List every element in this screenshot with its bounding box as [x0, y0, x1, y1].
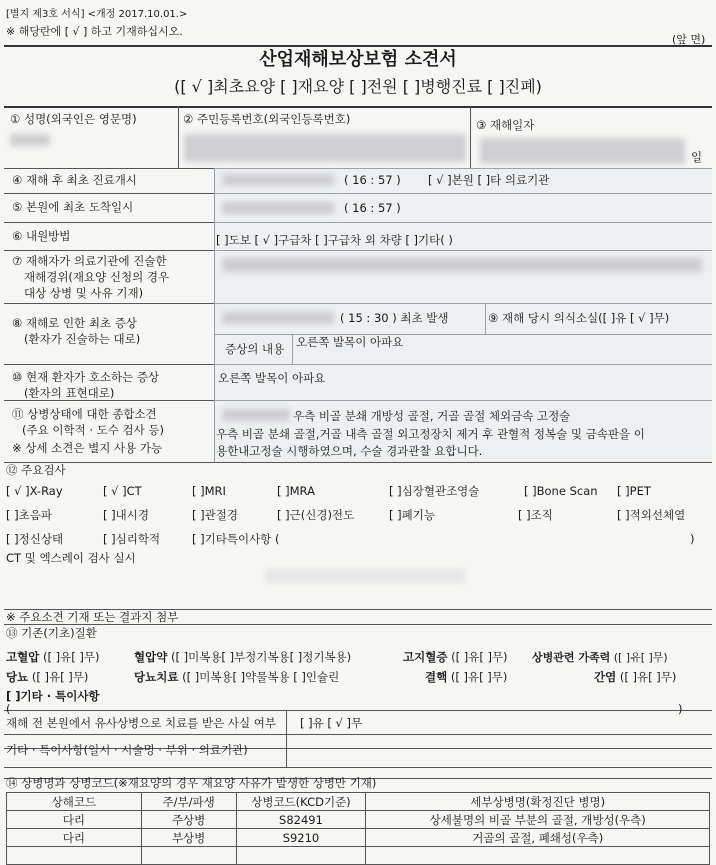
col-diagnosis-name: 세부상병명(확정진단 병명)	[366, 793, 710, 811]
table-row	[7, 829, 710, 847]
overall-opinion-line-2: 우측 비골 분쇄 골절,거골 내측 골절 외고정장치 제거 후 관혈적 정복술 및 금속판을 이	[216, 427, 645, 441]
test-endoscopy: [ ]내시경	[103, 508, 149, 522]
test-pulmonary: [ ]폐기능	[389, 508, 435, 522]
onset-time: ( 15 : 30 ) 최초 발생	[340, 311, 449, 325]
table-cell: 상세불명의 비골 부분의 골절, 개방성(우측)	[366, 811, 710, 829]
arrival-time: ( 16 : 57 )	[344, 201, 401, 215]
test-arthroscopy: [ ]관절경	[192, 508, 238, 522]
accident-date-redacted	[480, 138, 685, 164]
other-notes-label: 기타 · 특이사항(일시 · 시술명 · 부위 · 의료기관)	[6, 743, 248, 757]
table-cell: 다리	[7, 829, 142, 847]
current-complaint-label-1: ⑩ 현재 환자가 호소하는 증상	[12, 370, 160, 384]
test-mri: [ ]MRI	[192, 484, 226, 498]
overall-opinion-label-1: ⑪ 상병상태에 대한 종합소견	[12, 407, 157, 421]
instruction-text: ※ 해당란에 [ √ ] 하고 기재하십시오.	[6, 25, 183, 38]
current-complaint: 오른쪽 발목이 아파요	[218, 371, 326, 385]
col-kcd-code: 상병코드(KCD기준)	[236, 793, 366, 811]
hyperlipidemia: 고지혈증 ([ ]유[ ]무)	[403, 650, 508, 664]
current-complaint-label-2: (환자의 표현대로)	[24, 386, 115, 400]
form-title: 산업재해보상보험 소견서	[259, 49, 457, 70]
test-note: CT 및 엑스레이 검사 실시	[6, 551, 136, 565]
other-disease-checkbox: [ ]기타 · 특이사항	[6, 689, 100, 703]
other-disease-open: (	[6, 702, 11, 716]
other-disease-close: )	[678, 702, 683, 716]
accident-date-suffix: 일	[691, 150, 703, 164]
table-cell	[366, 847, 710, 865]
first-treatment-label: ④ 재해 후 최초 진료개시	[12, 173, 137, 187]
page-side-label: (앞 면)	[672, 33, 706, 46]
tuberculosis: 결핵 ([ ]유[ ]무)	[425, 670, 508, 684]
main-tests-label: ⑫ 주요검사	[6, 463, 66, 477]
treatment-type-options: ([ √ ]최초요양 [ ]재요양 [ ]전원 [ ]병행진료 [ ]진폐)	[174, 77, 542, 96]
table-cell: 부상병	[141, 829, 236, 847]
table-row	[7, 811, 710, 829]
diagnosis-table-header	[7, 793, 710, 811]
test-other: [ ]기타특이사항 (	[192, 532, 280, 546]
test-ultrasound: [ ]초음파	[6, 508, 52, 522]
test-thermography: [ ]적외선체열	[617, 508, 686, 522]
overall-opinion-label-3: ※ 상세 소견은 별지 사용 가능	[12, 441, 163, 455]
diagnosis-table	[6, 792, 710, 865]
table-row	[7, 847, 710, 865]
accident-date-label: ③ 재해일자	[476, 118, 535, 132]
test-other-close: )	[690, 532, 695, 546]
onset-date-redacted	[222, 312, 334, 324]
table-cell	[236, 847, 366, 865]
initial-symptom-label-2: (환자가 진술하는 대로)	[24, 332, 141, 346]
first-treatment-date-redacted	[222, 174, 334, 186]
table-cell	[141, 847, 236, 865]
symptom-content: 오른쪽 발목이 아파요	[296, 335, 404, 349]
overall-opinion-line-3: 용한내고정술 시행하였으며, 수술 경과관찰 요합니다.	[216, 444, 483, 458]
accident-history-label-2: 재해경위(재요양 신청의 경우	[24, 270, 170, 284]
test-mental: [ ]정신상태	[6, 532, 64, 546]
arrival-date-redacted	[222, 202, 334, 214]
test-biopsy: [ ]조직	[518, 508, 553, 522]
name-label: ① 성명(외국인은 영문명)	[10, 112, 137, 126]
accident-history-redacted	[222, 258, 702, 272]
table-cell: 거골의 골절, 폐쇄성(우측)	[366, 829, 710, 847]
test-bone-scan: [ ]Bone Scan	[524, 484, 598, 498]
test-xray: [ √ ]X-Ray	[6, 484, 63, 498]
table-cell: 주상병	[141, 811, 236, 829]
name-redacted	[10, 134, 50, 146]
resident-number-label: ② 주민등록번호(외국인등록번호)	[183, 112, 351, 126]
table-cell: S9210	[236, 829, 366, 847]
diabetes: 당뇨 ([ ]유[ ]무)	[6, 670, 89, 684]
accident-history-label-3: 대상 상병 및 사유 기재)	[24, 286, 144, 300]
table-cell: S82491	[236, 811, 366, 829]
family-history: 상병관련 가족력 ([ ]유[ ]무)	[532, 651, 668, 664]
accident-history-label-1: ⑦ 재해자가 의료기관에 진술한	[12, 254, 167, 268]
arrival-label: ⑤ 본원에 최초 도착일시	[12, 200, 134, 214]
consciousness-loss: ⑨ 재해 당시 의식소실([ ]유 [ √ ]무)	[488, 311, 670, 325]
table-cell	[7, 847, 142, 865]
overall-opinion-label-2: (주요 이학적 · 도수 검사 등)	[22, 423, 164, 437]
test-ct: [ √ ]CT	[103, 484, 142, 498]
overall-opinion-line-1: 우측 비골 분쇄 개방성 골절, 거골 골절 체외금속 고정술	[293, 409, 571, 423]
test-attachment-redacted	[265, 569, 465, 583]
test-mra: [ ]MRA	[277, 484, 315, 498]
col-type: 주/부/파생	[141, 793, 236, 811]
prior-treatment-value: [ ]유 [ √ ]무	[300, 716, 363, 730]
hypertension: 고혈압 ([ ]유[ ]무)	[6, 650, 100, 664]
first-treatment-place-options: [ √ ]본원 [ ]타 의료기관	[428, 173, 550, 187]
bp-medication: 혈압약 ([ ]미복용[ ]부정기복용[ ]정기복용)	[134, 650, 352, 664]
form-number: [별지 제3호 서식] <개정 2017.10.01.>	[6, 9, 188, 20]
arrival-method-options: [ ]도보 [ √ ]구급차 [ ]구급차 외 차량 [ ]기타( )	[216, 233, 453, 247]
test-psychological: [ ]심리학적	[103, 532, 161, 546]
table-cell: 다리	[7, 811, 142, 829]
col-injury-code: 상해코드	[7, 793, 142, 811]
test-footnote: ※ 주요소견 기재 또는 결과지 첨부	[6, 610, 179, 624]
diagnosis-label: ⑭ 상병명과 상병코드(※재요양의 경우 재요양 사유가 발생한 상병만 기재)	[6, 776, 377, 790]
opinion-date-redacted	[222, 409, 290, 421]
test-pet: [ ]PET	[617, 484, 651, 498]
symptom-content-label: 증상의 내용	[225, 342, 285, 356]
initial-symptom-label-1: ⑧ 재해로 인한 최초 증상	[12, 316, 137, 330]
first-treatment-time: ( 16 : 57 )	[344, 173, 401, 187]
test-emg: [ ]근(신경)전도	[277, 508, 355, 522]
existing-disease-label: ⑬ 기존(기초)질환	[6, 626, 97, 640]
diabetes-treatment: 당뇨치료 ([ ]미복용[ ]약물복용 [ ]인슐린	[134, 670, 340, 684]
test-angiography: [ ]심장혈관조영술	[389, 484, 480, 498]
prior-treatment-label: 재해 전 본원에서 유사상병으로 치료를 받은 사실 여부	[6, 716, 276, 730]
resident-number-redacted	[184, 134, 466, 162]
hepatitis: 간염 ([ ]유[ ]무)	[594, 670, 677, 684]
arrival-method-label: ⑥ 내원방법	[12, 229, 71, 243]
